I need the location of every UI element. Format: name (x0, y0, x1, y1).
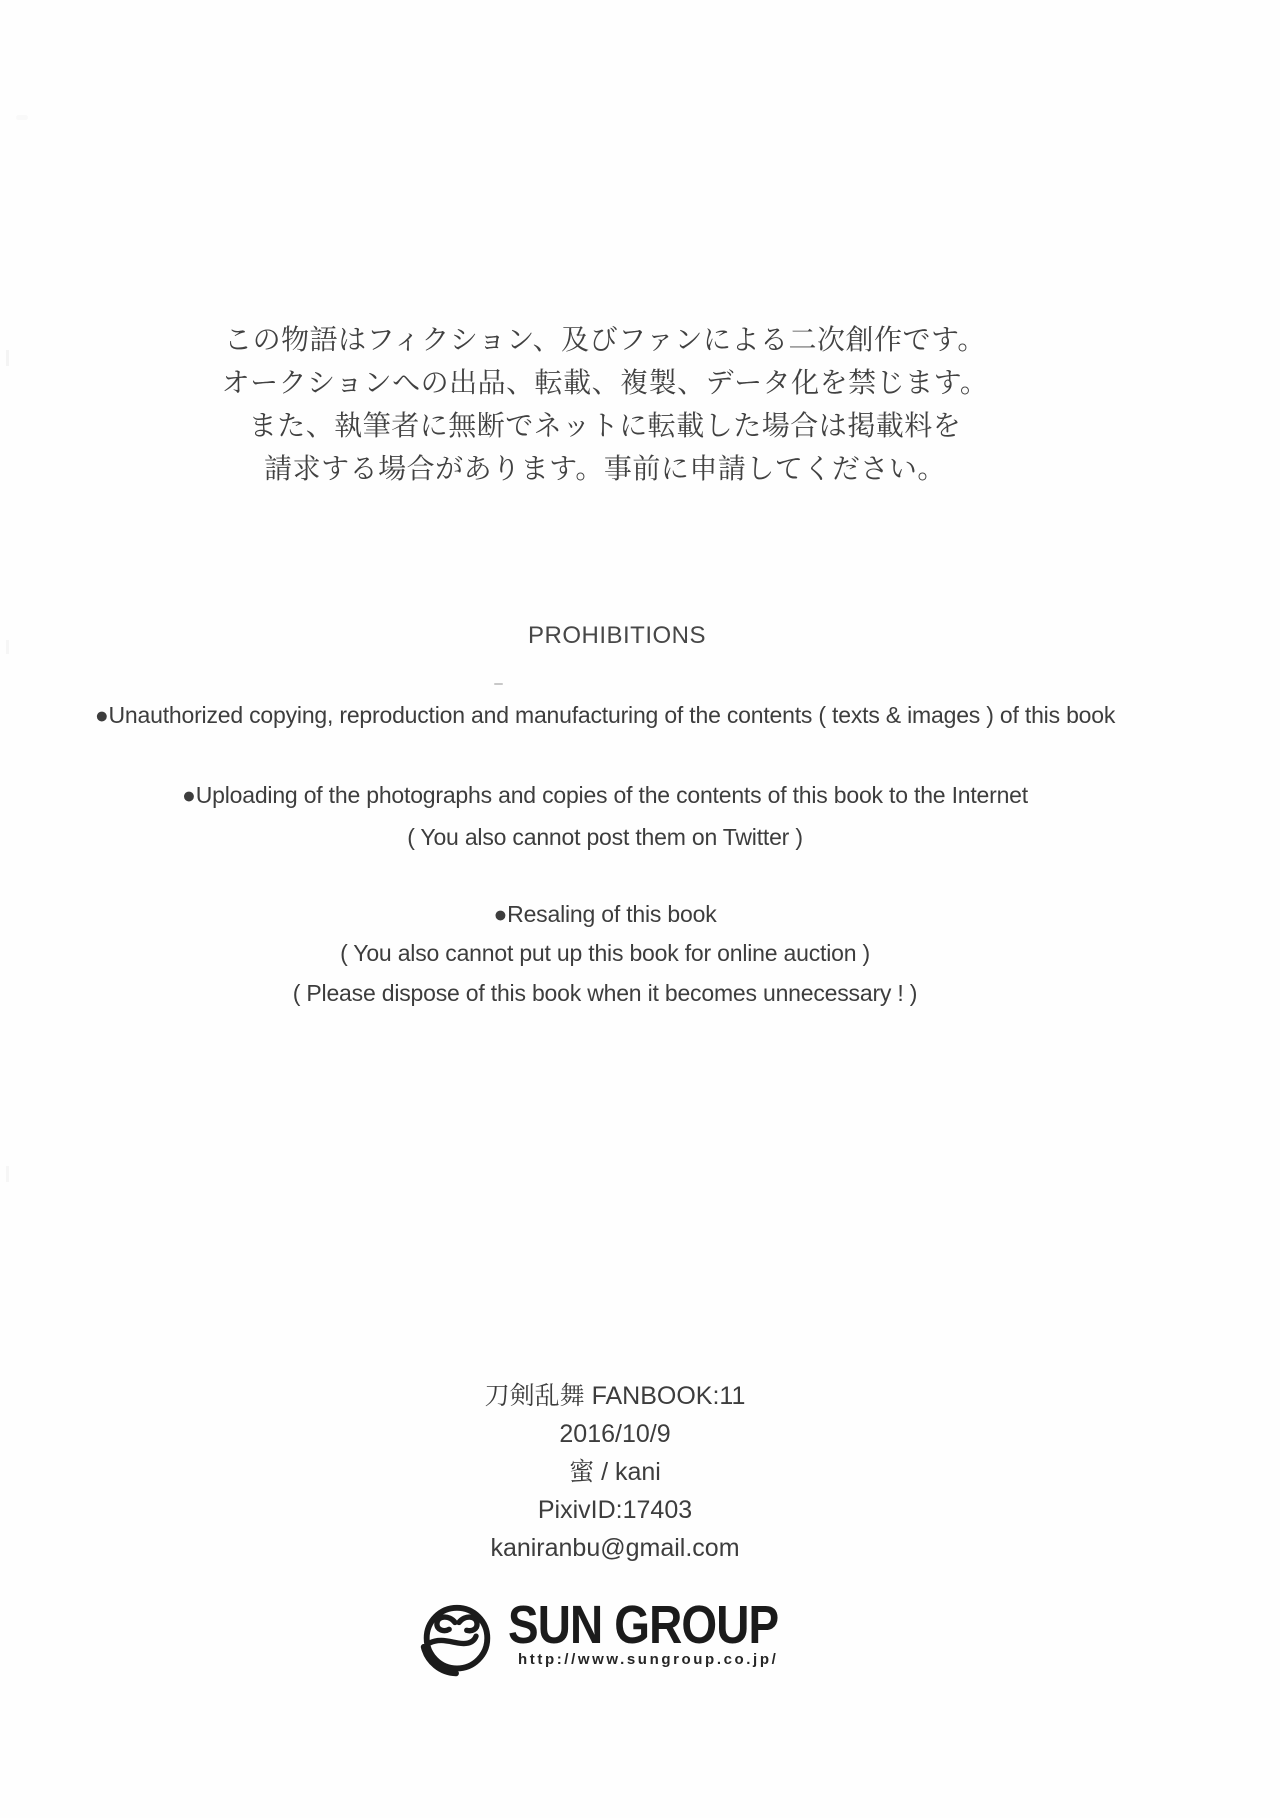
colophon-email: kaniranbu@gmail.com (490, 1534, 740, 1562)
colophon (0, 1377, 1230, 1567)
prohibitions-heading: PROHIBITIONS (527, 622, 707, 649)
japanese-disclaimer (0, 318, 1210, 490)
disclaimer-line: オークションへの出品、転載、複製、データ化を禁じます。 (221, 367, 989, 398)
colophon-date: 2016/10/9 (559, 1420, 671, 1448)
disclaimer-line: また、執筆者に無断でネットに転載した場合は掲載料を (248, 410, 962, 441)
colophon-pixiv-id: PixivID:17403 (537, 1496, 693, 1524)
printer-logo-block (412, 1597, 826, 1687)
scan-dash-artifact (494, 683, 503, 685)
disclaimer-line: 請求する場合があります。事前に申請してください。 (264, 453, 946, 484)
printer-text (508, 1597, 826, 1668)
sun-group-logo-icon (412, 1599, 500, 1687)
prohibition-note-dispose: ( Please dispose of this book when it becomes unnecessary ! ) (292, 980, 918, 1006)
colophon-title: 刀剣乱舞 FANBOOK:11 (484, 1382, 746, 1410)
prohibition-item-copying: ●Unauthorized copying, reproduction and manufacturing of the contents ( texts & images ) of this book (94, 702, 1116, 728)
scan-edge-mark (6, 1166, 9, 1182)
prohibition-note-twitter: ( You also cannot post them on Twitter ) (407, 824, 803, 850)
disclaimer-line: この物語はフィクション、及びファンによる二次創作です。 (224, 324, 986, 355)
colophon-author: 蜜 / kani (569, 1458, 661, 1486)
prohibition-item-resaling: ●Resaling of this book (493, 901, 717, 927)
scan-smudge (16, 115, 28, 120)
prohibition-item-uploading: ●Uploading of the photographs and copies of the contents of this book to the Internet (182, 782, 1028, 808)
prohibition-note-auction: ( You also cannot put up this book for online auction ) (340, 940, 870, 966)
sun-group-wordmark: SUN GROUP (508, 1595, 779, 1655)
sun-group-url: http://www.sungroup.co.jp/ (518, 1651, 779, 1668)
